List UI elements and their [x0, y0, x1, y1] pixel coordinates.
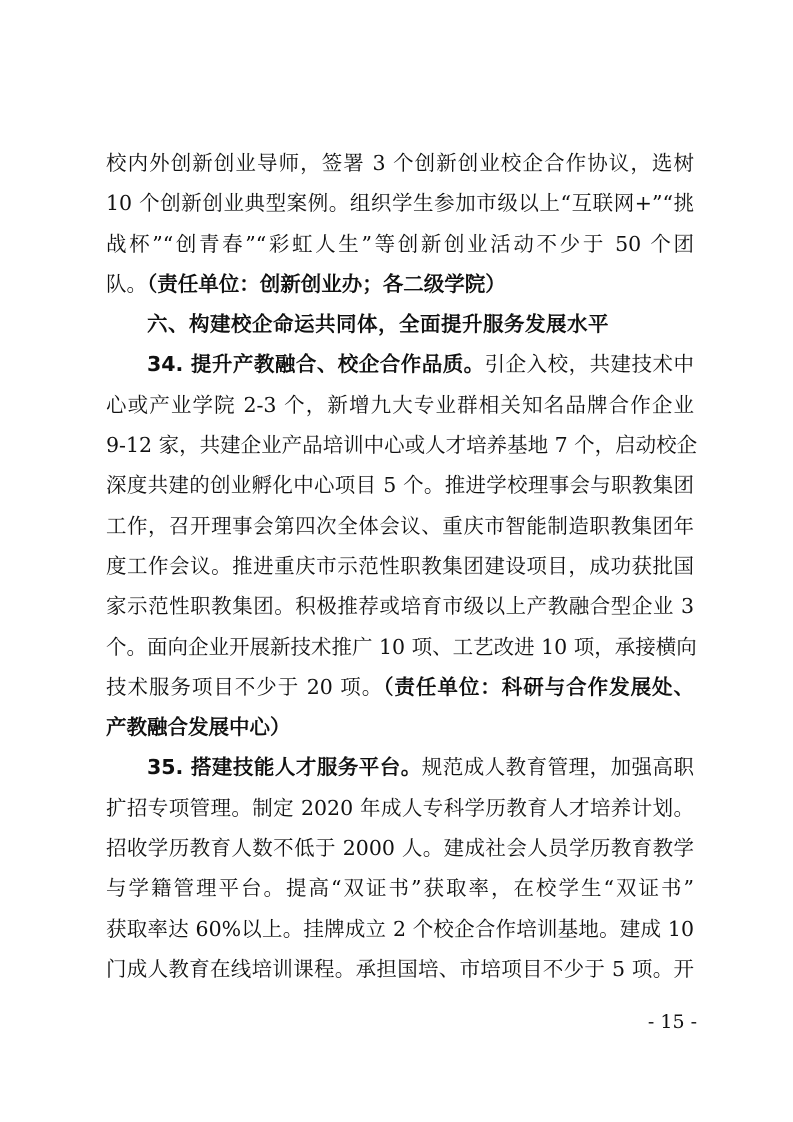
- paragraph-text: 引企入校，共建技术中: [484, 352, 695, 377]
- paragraph-line: [106, 667, 694, 707]
- paragraph-text: 规范成人教育管理，加强高职: [421, 755, 695, 780]
- item-34-first-line: [106, 344, 694, 384]
- paragraph-line: 招收学历教育人数不低于 2000 人。建成社会人员学历教育教学: [106, 836, 694, 861]
- item-35-title: 35. 搭建技能人才服务平台。: [147, 755, 422, 780]
- paragraph-text: 技术服务项目不少于 20 项。: [106, 674, 384, 699]
- responsibility-note: （责任单位：创新创业办；各二级学院）: [147, 271, 506, 296]
- paragraph-line: 扩招专项管理。制定 2020 年成人专科学历教育人才培养计划。: [106, 795, 694, 820]
- paragraph-line: 战杯”“创青春”“彩虹人生”等创新创业活动不少于 50 个团: [106, 231, 694, 256]
- paragraph-line: [106, 264, 694, 304]
- responsibility-note: 产教融合发展中心）: [106, 715, 291, 740]
- paragraph-line: 9-12 家，共建企业产品培训中心或人才培养基地 7 个，启动校企: [106, 433, 698, 458]
- paragraph-line: 深度共建的创业孵化中心项目 5 个。推进学校理事会与职教集团: [106, 473, 694, 498]
- paragraph-text: 队。: [106, 271, 147, 296]
- paragraph-line: 个。面向企业开展新技术推广 10 项、工艺改进 10 项，承接横向: [106, 634, 697, 659]
- paragraph-line: 工作，召开理事会第四次全体会议、重庆市智能制造职教集团年: [106, 513, 694, 538]
- paragraph-line: [106, 707, 694, 747]
- paragraph-line: 度工作会议。推进重庆市示范性职教集团建设项目，成功获批国: [106, 553, 694, 578]
- page-number: - 15 -: [647, 1011, 697, 1033]
- paragraph-line: 心或产业学院 2-3 个，新增九大专业群相关知名品牌合作企业: [106, 392, 694, 417]
- section-heading: 六、构建校企命运共同体，全面提升服务发展水平: [147, 312, 609, 337]
- paragraph-line: 获取率达 60%以上。挂牌成立 2 个校企合作培训基地。建成 10: [106, 916, 694, 941]
- item-35-first-line: [106, 747, 694, 787]
- paragraph-line: 与学籍管理平台。提高“双证书”获取率，在校学生“双证书”: [106, 876, 694, 901]
- document-body: [106, 143, 698, 989]
- paragraph-line: 10 个创新创业典型案例。组织学生参加市级以上“互联网+”“挑: [106, 191, 694, 216]
- paragraph-line: 门成人教育在线培训课程。承担国培、市培项目不少于 5 项。开: [106, 956, 694, 981]
- responsibility-note: （责任单位：科研与合作发展处、: [383, 674, 694, 699]
- paragraph-line: 校内外创新创业导师，签署 3 个创新创业校企合作协议，选树: [106, 151, 694, 175]
- item-34-title: 34. 提升产教融合、校企合作品质。: [147, 352, 485, 377]
- paragraph-line: 家示范性职教集团。积极推荐或培育市级以上产教融合型企业 3: [106, 594, 694, 619]
